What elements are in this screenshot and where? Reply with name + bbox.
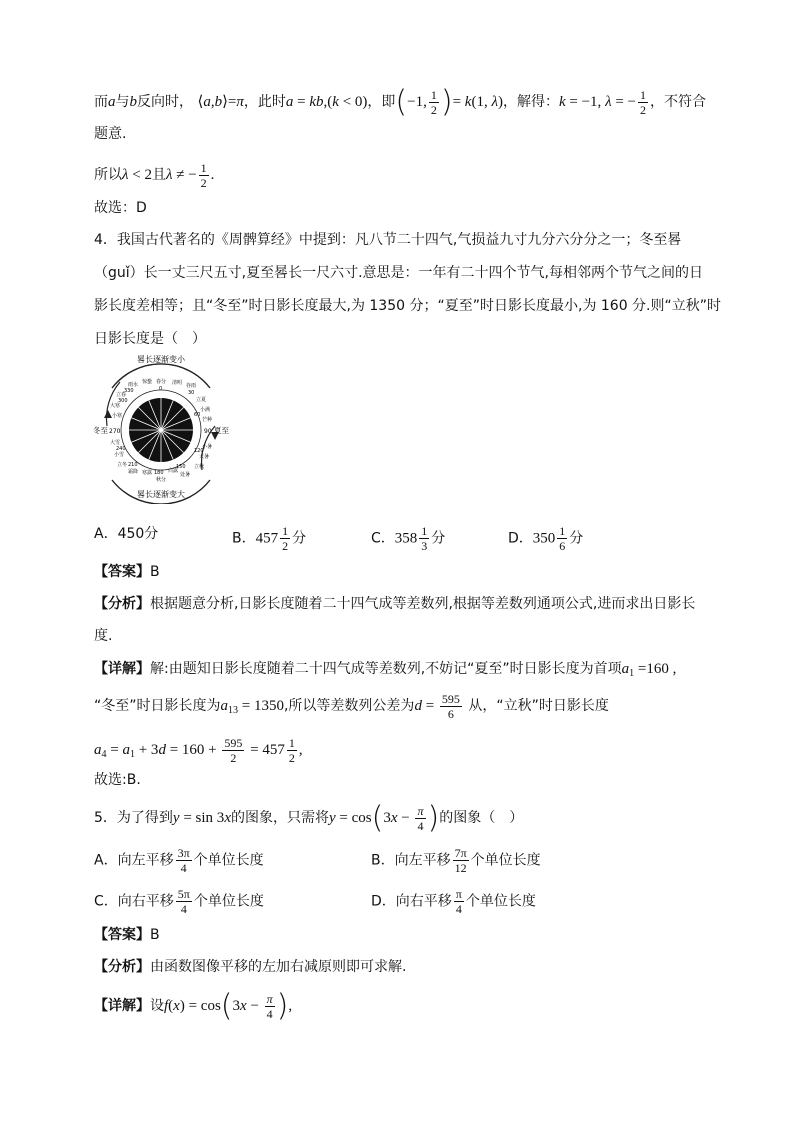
option-frac [176, 846, 192, 875]
analysis-text: 由函数图像平移的左加右减原则即可求解. [150, 959, 407, 975]
option-unit: 个单位长度 [193, 893, 264, 910]
term-label: 寒露 [142, 470, 153, 476]
figure-bottom-caption: 晷长逐渐变大 [137, 490, 185, 499]
frac-num: 1 [421, 524, 428, 538]
option-label: D．向右平移 [371, 893, 452, 910]
text-seg: 而 [94, 93, 108, 110]
option-unit: 分 [569, 530, 584, 547]
q5-text: 的图象，只需将 [230, 809, 329, 826]
term-label: 立秋 [194, 464, 205, 470]
math-akb: a = kb,(k < 0) [285, 93, 368, 110]
frac-num: 1 [282, 524, 289, 538]
frac-num: 5π [177, 887, 190, 901]
q5-line-1 [94, 800, 524, 836]
option-frac [454, 887, 464, 916]
q4-detail-2 [94, 692, 609, 721]
summer-value: 90 [204, 428, 212, 435]
math-cos: y = cos(3x − $\frac{\pi}{4}$ ) [328, 800, 440, 836]
answer-tag: 【答案】 [94, 927, 150, 943]
answer-tag: 【答案】 [94, 564, 150, 580]
detail-text: 解:由题知日影长度随着二十四气成等差数列,不妨记“夏至”时日影长度为首项 [150, 661, 622, 677]
q4-option-a[interactable] [94, 524, 158, 544]
option-int: 350 [532, 530, 556, 547]
term-label: 秋分 [156, 477, 167, 483]
detail-text: 设 [150, 997, 164, 1014]
term-label: 大暑 [199, 454, 210, 460]
term-label: 霜降 [128, 469, 139, 475]
option-int: 358 [394, 530, 418, 547]
value-label: 120 [194, 448, 204, 454]
q4-detail-1 [94, 659, 676, 684]
math-angle: ⟨a,b⟩=π [197, 93, 244, 110]
math-solution: k = −1, λ = − $\frac{1}{2}$ [558, 88, 646, 117]
q4-answer [94, 562, 160, 582]
term-label: 雨水 [128, 382, 139, 388]
q4-line-3: 影长度差相等；且“冬至”时日影长度最大,为 1350 分；“夏至”时日影长度最小,为 160 分.则“立秋”时 [94, 298, 722, 314]
frac-den: 4 [180, 861, 187, 875]
term-label: 谷雨 [186, 383, 197, 389]
option-int: 457 [255, 530, 279, 547]
text-seg: 与 [115, 93, 130, 110]
option-label: C． [371, 530, 395, 547]
option-frac [280, 524, 290, 553]
term-label: 小雪 [114, 452, 125, 458]
q4-option-c[interactable] [371, 524, 445, 553]
frac-den: 4 [180, 902, 187, 916]
frac-num: π [455, 887, 462, 901]
term-label: 白露 [168, 468, 179, 474]
math-a4: $a_4 = a_1 + 3d = 160$ + $\frac{595}{2}$ = 457 $\frac{1}{2}$ , [94, 736, 303, 765]
q4-option-d[interactable] [508, 524, 583, 553]
text-seg: 反向时， [137, 93, 193, 110]
term-label: 芒种 [202, 417, 213, 423]
q5-analysis [94, 957, 406, 977]
option-frac [419, 524, 429, 553]
q5-option-b[interactable] [371, 846, 541, 875]
q4-line-1: 4．我国古代著名的《周髀算经》中提到：凡八节二十四气,气损益九寸九分六分分之一；冬至晷 [94, 232, 682, 248]
term-label: 立春 [116, 392, 127, 398]
term-label: 小寒 [112, 413, 123, 419]
detail-text: ,所以等差数列公差为 [283, 697, 415, 714]
value-label: 0 [159, 386, 163, 392]
term-label: 大雪 [110, 440, 121, 446]
winter-value: 270 [109, 428, 121, 435]
q5-detail [94, 988, 293, 1024]
option-label: B．向左平移 [371, 852, 451, 869]
q5-text: 的图象（ ） [439, 809, 524, 826]
math-d: d = $\frac{595}{6}$ [414, 692, 460, 721]
analysis-text: 根据题意分析,日影长度随着二十四气成等差数列,根据等差数列通项公式,进而求出日影长 [150, 596, 696, 612]
text-seg: ，即 [367, 93, 396, 110]
text-seg: 且 [151, 166, 166, 183]
answer-value: B [150, 927, 160, 943]
term-label: 大寒 [110, 403, 121, 409]
math-fx: f(x) = cos(3x − $\frac{\pi}{4}$ ), [164, 988, 293, 1024]
math-sin3x: y = sin 3x [172, 809, 231, 826]
frac-den: 2 [230, 751, 237, 765]
option-frac [557, 524, 567, 553]
value-label: 240 [116, 446, 126, 452]
math-b: b [129, 93, 137, 110]
math-a1: $a_1 =160$ , [621, 661, 677, 679]
term-label: 惊蛰 [142, 379, 153, 385]
frac-den: 12 [454, 861, 467, 875]
value-label: 30 [188, 390, 195, 396]
frac-num: 595 [224, 736, 243, 750]
math-a13: $a_{13} = 1350$ [220, 697, 284, 716]
q4-option-b[interactable] [232, 524, 306, 553]
q5-option-d[interactable] [371, 887, 536, 916]
option-label: B． [232, 530, 256, 547]
summer-label: 夏至 [214, 426, 229, 435]
q4-choose: 故选:B. [94, 772, 141, 788]
term-label: 处暑 [180, 472, 191, 478]
winter-label: 冬至 [93, 426, 108, 435]
arrow-up-icon [104, 410, 112, 418]
inner-disc [121, 390, 201, 470]
frac-den: 4 [455, 902, 462, 916]
detail-text: “冬至”时日影长度为 [94, 697, 221, 714]
term-label: 立夏 [196, 397, 207, 403]
option-value: 450分 [117, 526, 159, 542]
frac-num: 595 [441, 692, 460, 706]
q5-option-c[interactable] [94, 887, 264, 916]
term-label: 清明 [172, 380, 183, 386]
term-label: 春分 [156, 379, 167, 385]
term-label: 小暑 [202, 444, 213, 450]
q5-text: 5．为了得到 [94, 809, 173, 826]
math-vector-eq: (−1, $\frac{1}{2}$ )= k(1, λ) [395, 84, 503, 120]
text-seg: ，此时 [243, 93, 286, 110]
math-lambda-neq: λ ≠ − $\frac{1}{2}$ . [165, 161, 215, 190]
value-label: 330 [124, 388, 134, 394]
option-label: A． [94, 526, 118, 542]
value-label: 60 [194, 412, 201, 418]
q5-answer [94, 925, 160, 945]
prev-line-2: 题意. [94, 126, 127, 142]
value-label: 210 [128, 462, 138, 468]
option-unit: 个单位长度 [193, 852, 264, 869]
q4-detail-3 [94, 736, 303, 765]
term-label: 立冬 [117, 462, 128, 468]
figure-top-caption: 晷长逐渐变小 [137, 355, 185, 364]
option-frac [176, 887, 192, 916]
option-unit: 个单位长度 [465, 893, 536, 910]
math-a: a [108, 93, 116, 110]
option-frac [453, 846, 469, 875]
detail-text: 从，“立秋”时日影长度 [468, 697, 609, 714]
value-label: 150 [176, 464, 186, 470]
value-label: 180 [154, 470, 164, 476]
prev-line-3 [94, 161, 214, 190]
q4-analysis-1 [94, 594, 695, 614]
solar-terms-figure [90, 352, 232, 504]
frac-den: 6 [447, 707, 454, 721]
frac-num: 3π [177, 846, 190, 860]
detail-tag: 【详解】 [94, 661, 150, 677]
option-label: C．向右平移 [94, 893, 174, 910]
analysis-tag: 【分析】 [94, 959, 150, 975]
answer-value: B [150, 564, 160, 580]
math-lambda-lt-2: λ < 2 [122, 166, 152, 183]
value-label: 300 [118, 398, 128, 404]
q4-analysis-2: 度. [94, 628, 113, 644]
text-seg: ，不符合 [649, 93, 706, 110]
frac-den: 3 [421, 539, 428, 553]
term-label: 小满 [200, 407, 211, 413]
detail-tag: 【详解】 [94, 997, 150, 1014]
prev-answer: 故选：D [94, 200, 147, 216]
prev-line-1 [94, 84, 706, 120]
analysis-tag: 【分析】 [94, 596, 150, 612]
option-label: D． [508, 530, 533, 547]
option-unit: 分 [431, 530, 446, 547]
q5-option-a[interactable] [94, 846, 264, 875]
option-unit: 个单位长度 [470, 852, 541, 869]
text-seg: ，解得： [502, 93, 559, 110]
q4-line-4: 日影长度是（ ） [94, 331, 206, 347]
frac-den: 6 [559, 539, 566, 553]
option-unit: 分 [292, 530, 307, 547]
frac-den: 2 [282, 539, 289, 553]
frac-num: 1 [559, 524, 566, 538]
option-label: A．向左平移 [94, 852, 174, 869]
text-seg: 所以 [94, 166, 122, 183]
q4-line-2: （guǐ）长一丈三尺五寸,夏至晷长一尺六寸.意思是：一年有二十四个节气,每相邻两个节气之间的日 [94, 265, 703, 281]
frac-num: 7π [454, 846, 467, 860]
